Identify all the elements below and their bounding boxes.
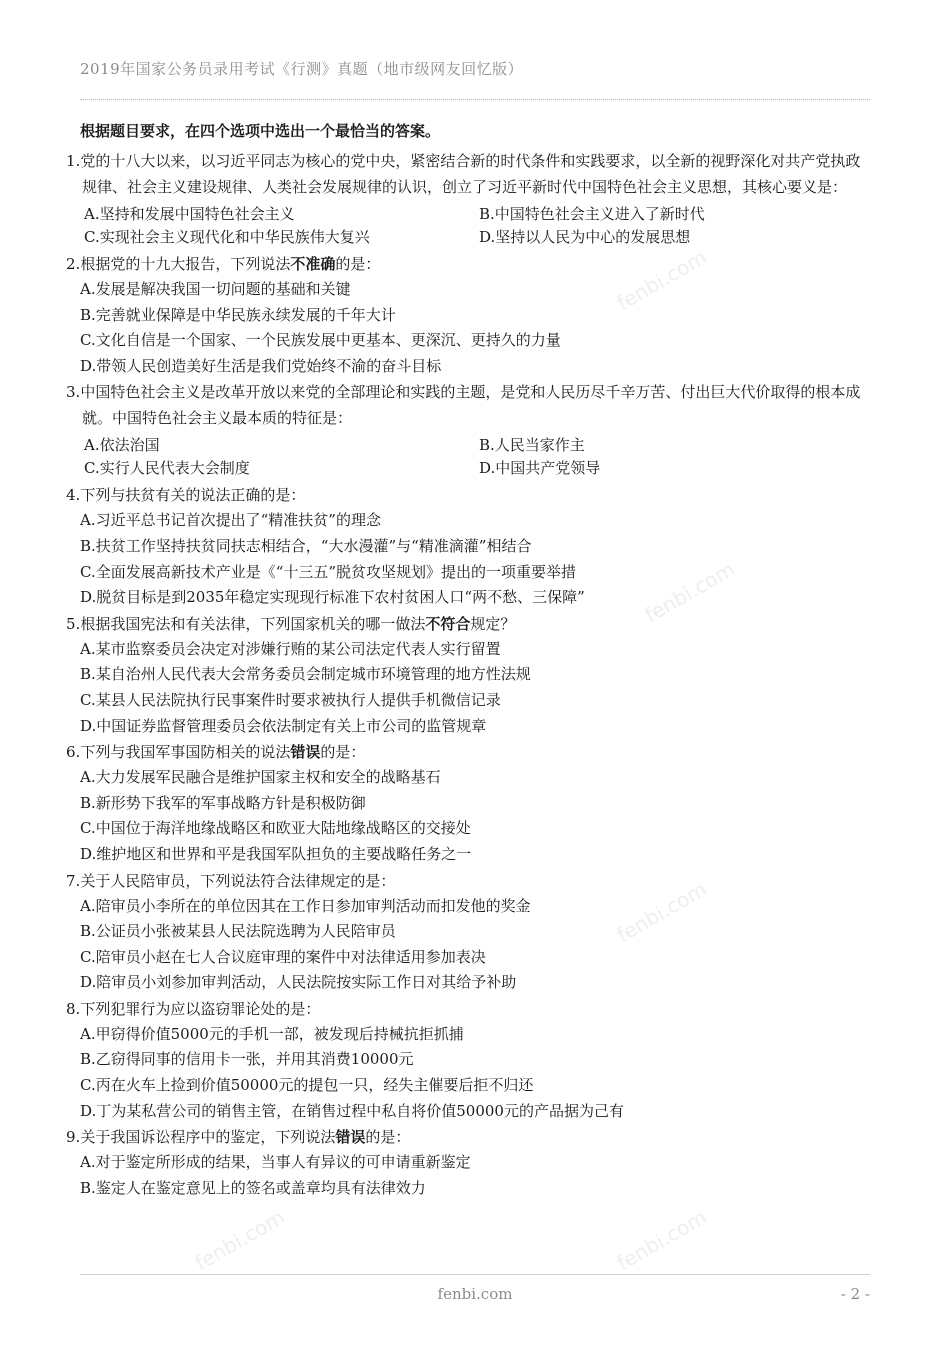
question-stem <box>66 251 872 277</box>
stem-text-after: 的是： <box>365 1128 411 1147</box>
question-6 <box>66 739 872 867</box>
option-d: D.带领人民创造美好生活是我们党始终不渝的奋斗目标 <box>80 356 442 375</box>
question-8 <box>66 996 872 1124</box>
footer-divider <box>80 1274 870 1275</box>
question-stem <box>66 482 872 508</box>
question-number: 7. <box>66 871 81 890</box>
option-a: A.坚持和发展中国特色社会主义 <box>84 205 295 223</box>
option-list <box>84 203 872 249</box>
watermark: fenbi.com <box>612 244 711 316</box>
option-list <box>80 1150 872 1201</box>
question-stem <box>66 868 872 894</box>
option-c: C.陪审员小赵在七人合议庭审理的案件中对法律适用参加表决 <box>80 947 486 966</box>
question-stem <box>66 148 872 200</box>
question-3 <box>66 379 872 480</box>
option-c: C.全面发展高新技术产业是《“十三五”脱贫攻坚规划》提出的一项重要举措 <box>80 562 577 581</box>
option-list <box>80 1022 872 1124</box>
stem-text-after: 的是： <box>335 255 381 273</box>
option-d: D.脱贫目标是到2035年稳定实现现行标准下农村贫困人口“两不愁、三保障” <box>80 588 585 607</box>
option-c: C.某县人民法院执行民事案件时要求被执行人提供手机微信记录 <box>80 690 501 709</box>
option-c: C.实行人民代表大会制度 <box>84 459 250 478</box>
question-1 <box>66 148 872 249</box>
option-a: A.某市监察委员会决定对涉嫌行贿的某公司法定代表人实行留置 <box>80 639 501 658</box>
option-list <box>80 765 872 867</box>
option-list <box>84 434 872 480</box>
option-d: D.中国证券监督管理委员会依法制定有关上市公司的监管规章 <box>80 716 487 735</box>
stem-text: 关于我国诉讼程序中的鉴定，下列说法 <box>80 1128 336 1147</box>
stem-emphasis: 错误 <box>290 743 321 762</box>
option-b: B.某自治州人民代表大会常务委员会制定城市环境管理的地方性法规 <box>80 665 531 684</box>
option-a: A.依法治国 <box>84 436 160 455</box>
question-number: 6. <box>66 743 81 762</box>
stem-text: 下列与扶贫有关的说法正确的是： <box>80 486 306 505</box>
question-stem <box>66 996 872 1022</box>
question-number: 3. <box>66 383 81 402</box>
question-stem <box>66 1124 872 1150</box>
option-a: A.甲窃得价值5000元的手机一部，被发现后持械抗拒抓捕 <box>80 1024 464 1043</box>
option-d: D.陪审员小刘参加审判活动，人民法院按实际工作日对其给予补助 <box>80 973 517 992</box>
stem-emphasis: 不符合 <box>425 614 471 633</box>
stem-text: 关于人民陪审员，下列说法符合法律规定的是： <box>80 871 396 890</box>
option-d: D.维护地区和世界和平是我国军队担负的主要战略任务之一 <box>80 844 472 863</box>
question-7 <box>66 868 872 996</box>
option-b: B.新形势下我军的军事战略方针是积极防御 <box>80 793 366 812</box>
stem-text: 党的十八大以来，以习近平同志为核心的党中央，紧密结合新的时代条件和实践要求，以全新的视野深化对共产党执政规律、社会主义建设规律、人类社会发展规律的认识，创立了习近平新时代中国特色社会主义思想，其核心要义是： <box>80 152 861 196</box>
option-list <box>80 894 872 996</box>
question-4 <box>66 482 872 610</box>
question-number: 8. <box>66 999 81 1018</box>
stem-text-after: 的是： <box>320 743 366 762</box>
stem-text: 下列与我国军事国防相关的说法 <box>80 743 291 762</box>
option-c: C.实现社会主义现代化和中华民族伟大复兴 <box>84 228 370 246</box>
question-stem <box>66 379 872 431</box>
stem-text: 下列犯罪行为应以盗窃罪论处的是： <box>80 999 321 1018</box>
stem-emphasis: 错误 <box>335 1128 366 1147</box>
option-d: D.中国共产党领导 <box>479 459 601 478</box>
option-list <box>80 508 872 610</box>
option-a: A.陪审员小李所在的单位因其在工作日参加审判活动而扣发他的奖金 <box>80 896 531 915</box>
stem-emphasis: 不准确 <box>290 255 336 273</box>
section-instruction: 根据题目要求，在四个选项中选出一个最恰当的答案。 <box>80 122 441 140</box>
option-b: B.鉴定人在鉴定意见上的签名或盖章均具有法律效力 <box>80 1178 426 1197</box>
option-c: C.中国位于海洋地缘战略区和欧亚大陆地缘战略区的交接处 <box>80 819 471 838</box>
option-b: B.中国特色社会主义进入了新时代 <box>479 205 705 223</box>
question-number: 2. <box>66 255 81 273</box>
watermark: fenbi.com <box>190 1204 289 1276</box>
watermark: fenbi.com <box>640 556 739 628</box>
question-5 <box>66 611 872 739</box>
header-divider <box>80 99 870 100</box>
option-b: B.乙窃得同事的信用卡一张，并用其消费10000元 <box>80 1050 414 1069</box>
option-b: B.扶贫工作坚持扶贫同扶志相结合，“大水漫灌”与“精准滴灌”相结合 <box>80 536 532 555</box>
question-stem <box>66 739 872 765</box>
option-a: A.习近平总书记首次提出了“精准扶贫”的理念 <box>80 511 381 530</box>
option-a: A.对于鉴定所形成的结果，当事人有异议的可申请重新鉴定 <box>80 1153 471 1172</box>
question-2 <box>66 251 872 379</box>
option-c: C.文化自信是一个国家、一个民族发展中更基本、更深沉、更持久的力量 <box>80 331 561 350</box>
question-number: 5. <box>66 614 81 633</box>
watermark: fenbi.com <box>612 876 711 948</box>
question-number: 9. <box>66 1128 81 1147</box>
option-d: D.坚持以人民为中心的发展思想 <box>479 228 691 246</box>
question-number: 1. <box>66 152 81 170</box>
option-b: B.完善就业保障是中华民族永续发展的千年大计 <box>80 305 396 324</box>
option-b: B.人民当家作主 <box>479 436 585 455</box>
page-header-title: 2019年国家公务员录用考试《行测》真题（地市级网友回忆版） <box>80 60 524 78</box>
stem-text-after: 规定？ <box>470 614 516 633</box>
stem-text: 根据党的十九大报告，下列说法 <box>80 255 291 273</box>
option-list <box>80 637 872 739</box>
stem-text: 中国特色社会主义是改革开放以来党的全部理论和实践的主题，是党和人民历尽千辛万苦、付出巨大代价取得的根本成就。中国特色社会主义最本质的特征是： <box>80 383 861 428</box>
option-c: C.丙在火车上捡到价值50000元的提包一只，经失主催要后拒不归还 <box>80 1076 534 1095</box>
document-body <box>66 118 872 1201</box>
watermark: fenbi.com <box>612 1204 711 1276</box>
option-a: A.大力发展军民融合是维护国家主权和安全的战略基石 <box>80 768 441 787</box>
stem-text: 根据我国宪法和有关法律，下列国家机关的哪一做法 <box>80 614 426 633</box>
option-b: B.公证员小张被某县人民法院选聘为人民陪审员 <box>80 922 396 941</box>
question-9 <box>66 1124 872 1201</box>
option-a: A.发展是解决我国一切问题的基础和关键 <box>80 280 351 298</box>
footer-site: fenbi.com <box>437 1285 513 1303</box>
option-list <box>80 277 872 379</box>
question-number: 4. <box>66 486 81 505</box>
page-number: - 2 - <box>840 1285 870 1303</box>
question-stem <box>66 611 872 637</box>
option-d: D.丁为某私营公司的销售主管，在销售过程中私自将价值50000元的产品据为己有 <box>80 1101 624 1120</box>
